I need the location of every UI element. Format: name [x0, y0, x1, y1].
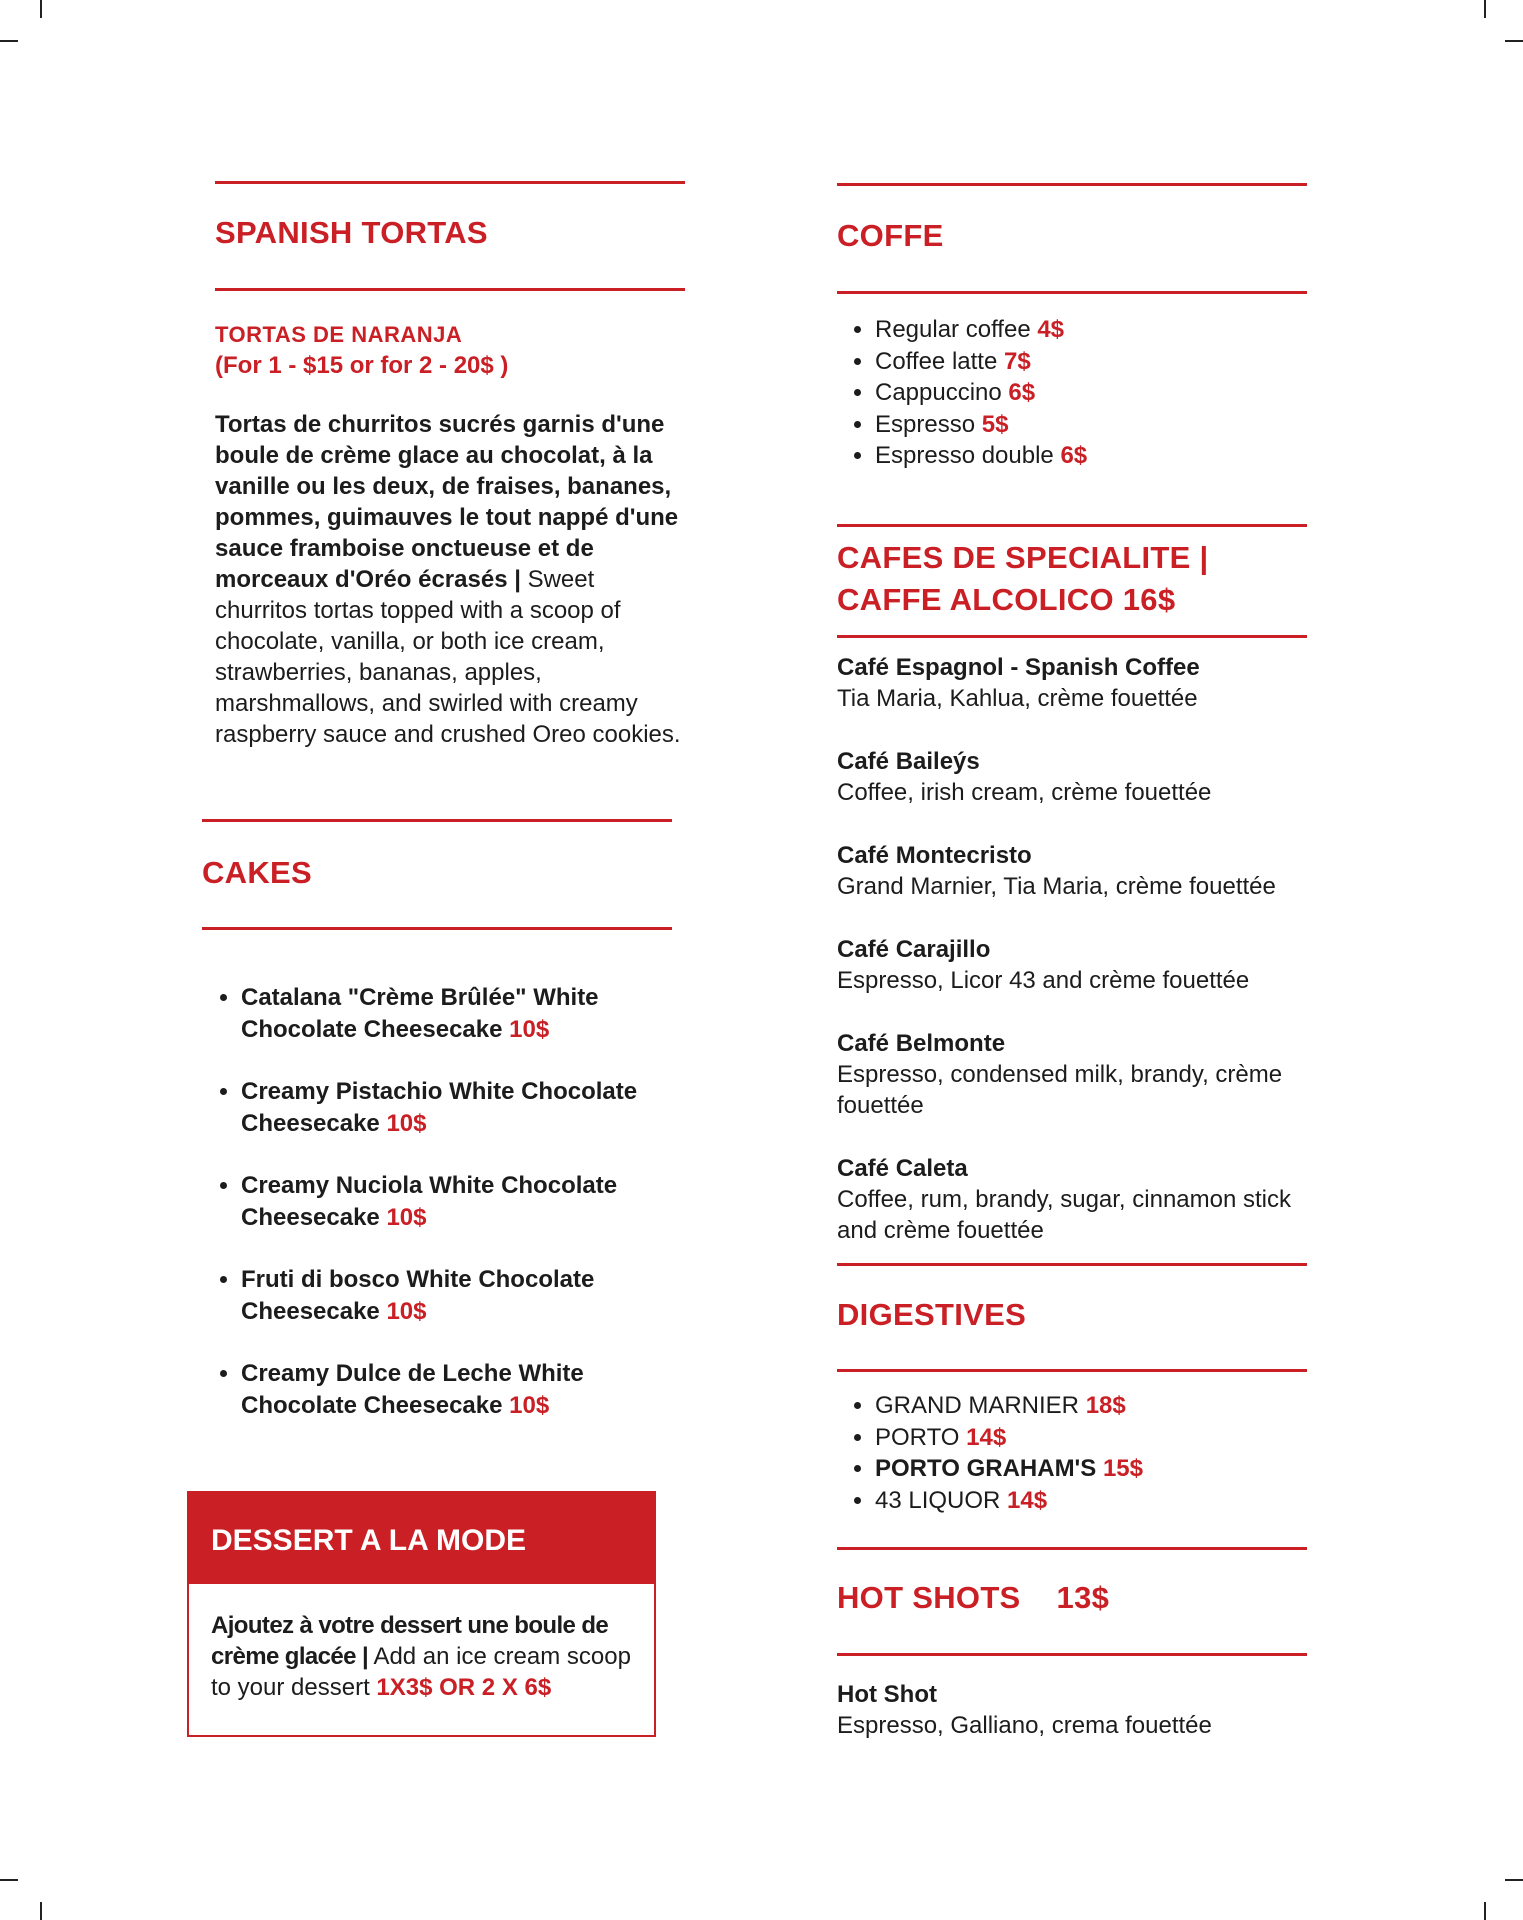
- cake-price: 10$: [386, 1203, 427, 1231]
- list-item: [837, 934, 1337, 1028]
- section-rule: [837, 1547, 1307, 1550]
- digestive-price: 15$: [1102, 1455, 1143, 1482]
- specialite-desc: Grand Marnier, Tia Maria, crème fouettée: [837, 873, 1276, 900]
- alamode-price: 1X3$ OR 2 X 6$: [376, 1674, 552, 1701]
- tortas-item-title: TORTAS DE NARANJA: [215, 322, 463, 347]
- specialite-title: Café Carajillo: [837, 936, 991, 963]
- alamode-text-en: Add an ice cream scoop to your dessert: [211, 1643, 631, 1701]
- specialite-desc: Tia Maria, Kahlua, crème fouettée: [837, 685, 1198, 712]
- list-item: [837, 1153, 1337, 1246]
- specialite-title: Café Espagnol - Spanish Coffee: [837, 654, 1200, 681]
- crop-mark: [1505, 1879, 1523, 1881]
- section-rule: [837, 183, 1307, 186]
- coffe-list: [837, 314, 1307, 472]
- list-item: [241, 982, 673, 1045]
- cakes-heading: CAKES: [202, 855, 313, 890]
- cake-name: Creamy Dulce de Leche White Chocolate Cheesecake: [241, 1360, 584, 1419]
- coffee-price: 5$: [981, 410, 1009, 438]
- list-item: [241, 1170, 673, 1233]
- cake-name: Fruti di bosco White Chocolate Cheesecake: [241, 1266, 595, 1325]
- list-item: [875, 440, 1307, 472]
- list-item: [875, 377, 1307, 409]
- tortas-item-price: (For 1 - $15 or for 2 - 20$ ): [215, 352, 509, 379]
- coffee-name: Coffee latte: [875, 347, 1004, 375]
- hotshots-heading-row: [837, 1580, 1307, 1620]
- specialite-section: [837, 524, 1307, 638]
- cake-price: 10$: [386, 1109, 427, 1137]
- list-item: [875, 1453, 1307, 1485]
- coffee-name: Regular coffee: [875, 316, 1038, 343]
- tortas-desc-fr: Tortas de churritos sucrés garnis d'une boule de crème glace au chocolat, à la vanille ou les deux, de fraises, bananes, pommes, guimauves le tout nappé d'une sauce framboise onctueuse et de morceaux d'Oréo écrasés |: [215, 411, 679, 593]
- digestive-name: GRAND MARNIER: [875, 1392, 1086, 1419]
- hotshot-title: Hot Shot: [837, 1681, 937, 1708]
- cake-price: 10$: [509, 1391, 550, 1419]
- alamode-body: [187, 1584, 656, 1737]
- list-item: [875, 314, 1307, 346]
- list-item: [837, 1028, 1337, 1153]
- cakes-list: [203, 982, 673, 1421]
- list-item: [241, 1264, 673, 1327]
- crop-mark: [1505, 40, 1523, 42]
- digestive-price: 18$: [1085, 1392, 1126, 1419]
- section-rule: [837, 291, 1307, 294]
- crop-mark: [1484, 0, 1486, 18]
- list-item: [875, 1390, 1307, 1422]
- coffe-heading: COFFE: [837, 218, 944, 253]
- digestives-section: [837, 1263, 1307, 1516]
- coffee-price: 6$: [1060, 442, 1088, 469]
- coffee-price: 6$: [1008, 379, 1036, 406]
- crop-mark: [40, 1902, 42, 1920]
- cakes-section: [202, 819, 672, 930]
- specialite-desc: Coffee, rum, brandy, sugar, cinnamon stick and crème fouettée: [837, 1186, 1291, 1244]
- specialite-title: Café Baileýs: [837, 748, 980, 775]
- list-item: [875, 409, 1307, 441]
- digestive-name: PORTO GRAHAM'S: [875, 1455, 1103, 1482]
- specialite-heading: CAFES DE SPECIALITE | CAFFE ALCOLICO 16$: [837, 540, 1209, 617]
- list-item: [837, 840, 1337, 934]
- hotshots-price: 13$: [1056, 1580, 1110, 1615]
- digestive-name: PORTO: [875, 1423, 967, 1451]
- hotshots-section: [837, 1547, 1307, 1741]
- section-rule: [215, 288, 685, 291]
- specialite-desc: Espresso, Licor 43 and crème fouettée: [837, 967, 1250, 994]
- cake-name: Creamy Nuciola White Chocolate Cheesecake: [241, 1172, 618, 1231]
- specialite-title: Café Belmonte: [837, 1030, 1006, 1057]
- list-item: [241, 1076, 673, 1139]
- section-rule: [837, 1369, 1307, 1372]
- specialite-title: Café Montecristo: [837, 842, 1032, 869]
- hotshot-desc: Espresso, Galliano, crema fouettée: [837, 1712, 1212, 1739]
- digestive-name: 43 LIQUOR: [875, 1486, 1008, 1514]
- tortas-heading: SPANISH TORTAS: [215, 215, 488, 250]
- tortas-section: [215, 181, 685, 750]
- specialite-desc: Espresso, condensed milk, brandy, crème fouettée: [837, 1061, 1283, 1119]
- coffee-name: Cappuccino: [875, 379, 1009, 406]
- digestives-heading: DIGESTIVES: [837, 1297, 1027, 1332]
- specialite-desc: Coffee, irish cream, crème fouettée: [837, 779, 1212, 806]
- cake-name: Catalana "Crème Brûlée" White Chocolate Cheesecake: [241, 984, 599, 1043]
- coffee-name: Espresso: [875, 410, 982, 438]
- tortas-desc-en: Sweet churritos tortas topped with a scoop of chocolate, vanilla, or both ice cream, strawberries, bananas, apples, marshmallows, and swirled with creamy raspberry sauce and crushed Oreo cookies.: [215, 566, 681, 748]
- list-item: [875, 1485, 1307, 1517]
- alamode-text-fr: Ajoutez à votre dessert une boule de crème glacée |: [211, 1612, 609, 1670]
- list-item: [875, 1422, 1307, 1454]
- cake-price: 10$: [386, 1297, 427, 1325]
- coffee-name: Espresso double: [875, 442, 1061, 469]
- tortas-description: [215, 409, 685, 750]
- section-rule: [202, 819, 672, 822]
- section-rule: [837, 1263, 1307, 1266]
- list-item: [875, 346, 1307, 378]
- specialite-title: Café Caleta: [837, 1155, 968, 1182]
- list-item: [837, 652, 1337, 746]
- crop-mark: [0, 1879, 18, 1881]
- crop-mark: [0, 40, 18, 42]
- list-item: [837, 746, 1337, 840]
- crop-mark: [40, 0, 42, 18]
- coffee-price: 7$: [1003, 347, 1031, 375]
- section-rule: [215, 181, 685, 184]
- hotshots-heading: HOT SHOTS: [837, 1580, 1021, 1615]
- alamode-heading: DESSERT A LA MODE: [187, 1491, 656, 1584]
- digestives-list: [837, 1390, 1307, 1516]
- section-rule: [837, 524, 1307, 527]
- cakes-list-wrap: [203, 982, 673, 1452]
- section-rule: [837, 1653, 1307, 1656]
- digestive-price: 14$: [1007, 1486, 1048, 1514]
- list-item: [241, 1358, 673, 1421]
- alamode-box: [187, 1491, 656, 1737]
- cake-name: Creamy Pistachio White Chocolate Cheesecake: [241, 1078, 638, 1137]
- coffe-section: [837, 183, 1307, 472]
- crop-mark: [1484, 1902, 1486, 1920]
- section-rule: [837, 635, 1307, 638]
- specialite-list: [837, 652, 1337, 1246]
- section-rule: [202, 927, 672, 930]
- digestive-price: 14$: [966, 1423, 1007, 1451]
- cake-price: 10$: [509, 1015, 550, 1043]
- coffee-price: 4$: [1037, 316, 1065, 343]
